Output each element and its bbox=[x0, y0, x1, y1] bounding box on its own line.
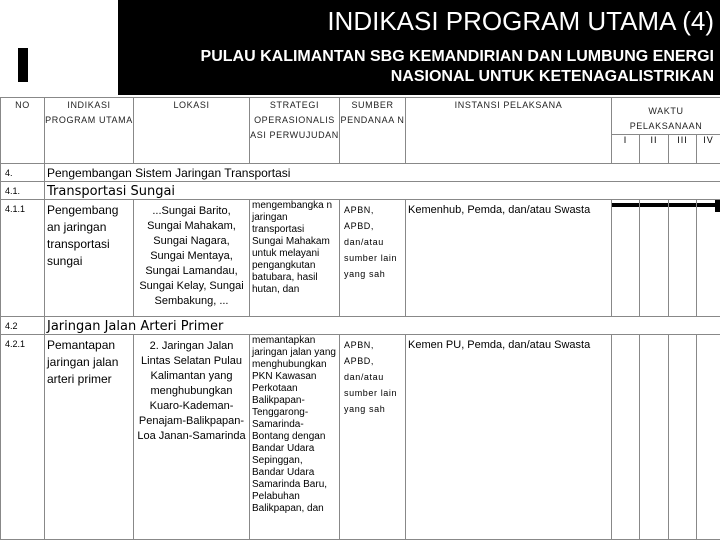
table-row bbox=[1, 182, 720, 200]
program-name: Pemantapan jaringan jalan arteri primer bbox=[45, 335, 134, 540]
page-subtitle bbox=[201, 47, 714, 87]
table-row bbox=[1, 317, 720, 335]
program-funding: APBN, APBD, dan/atau sumber lain yang sah bbox=[340, 335, 406, 540]
row-no: 4.2 bbox=[1, 317, 45, 335]
subtitle-line-1: PULAU KALIMANTAN SBG KEMANDIRIAN DAN LUMBUNG ENERGI bbox=[200, 48, 714, 65]
subtitle-line-2: NASIONAL UNTUK KETENAGALISTRIKAN bbox=[390, 68, 714, 85]
table-row bbox=[1, 200, 720, 317]
col-header-waktu-3: III bbox=[669, 135, 697, 164]
timeline-cell-3 bbox=[669, 335, 697, 540]
col-header-indikasi: INDIKASI PROGRAM UTAMA bbox=[45, 98, 134, 164]
timeline-cell-2 bbox=[640, 335, 669, 540]
program-funding: APBN, APBD, dan/atau sumber lain yang sah bbox=[340, 200, 406, 317]
page-title: INDIKASI PROGRAM UTAMA (4) bbox=[327, 6, 714, 36]
table-row bbox=[1, 164, 720, 182]
section-title: Jaringan Jalan Arteri Primer bbox=[45, 317, 720, 335]
program-agency: Kemenhub, Pemda, dan/atau Swasta bbox=[406, 200, 612, 317]
col-header-waktu: WAKTU PELAKSANAAN bbox=[612, 98, 720, 135]
section-title: Transportasi Sungai bbox=[45, 182, 720, 200]
col-header-lokasi: LOKASI bbox=[134, 98, 250, 164]
row-no: 4.2.1 bbox=[1, 335, 45, 540]
section-title: Pengembangan Sistem Jaringan Transportasi bbox=[45, 164, 720, 182]
header-band bbox=[118, 0, 720, 95]
timeline-bar bbox=[669, 203, 696, 207]
program-strategy: mengembangka n jaringan transportasi Sungai Mahakam untuk melayani pengangkutan batubara, hasil hutan, dan bbox=[250, 200, 340, 317]
col-header-waktu-4: IV bbox=[697, 135, 720, 164]
timeline-cell-1 bbox=[612, 335, 640, 540]
timeline-cell-4 bbox=[697, 200, 720, 317]
program-name: Pengembang an jaringan transportasi sungai bbox=[45, 200, 134, 317]
col-header-waktu-2: II bbox=[640, 135, 669, 164]
col-header-waktu-1: I bbox=[612, 135, 640, 164]
col-header-strategi: STRATEGI OPERASIONALIS ASI PERWUJUDAN bbox=[250, 98, 340, 164]
timeline-bar-end bbox=[715, 200, 720, 212]
program-table bbox=[0, 97, 720, 540]
decorative-bar bbox=[18, 48, 28, 82]
row-no: 4.1.1 bbox=[1, 200, 45, 317]
table-row bbox=[1, 335, 720, 540]
timeline-cell-4 bbox=[697, 335, 720, 540]
row-no: 4. bbox=[1, 164, 45, 182]
row-no: 4.1. bbox=[1, 182, 45, 200]
col-header-instansi: INSTANSI PELAKSANA bbox=[406, 98, 612, 164]
program-agency: Kemen PU, Pemda, dan/atau Swasta bbox=[406, 335, 612, 540]
program-strategy: memantapkan jaringan jalan yang menghubungkan PKN Kawasan Perkotaan Balikpapan-Tenggarong-Samarinda-Bontang dengan Bandar Udara Sepinggan, Bandar Udara Samarinda Baru, Pelabuhan Balikpapan, dan bbox=[250, 335, 340, 540]
timeline-cell-2 bbox=[640, 200, 669, 317]
program-location: ...Sungai Barito, Sungai Mahakam, Sungai Nagara, Sungai Mentaya, Sungai Lamandau, Sungai Kelay, Sungai Sembakung, ... bbox=[134, 200, 250, 317]
timeline-cell-1 bbox=[612, 200, 640, 317]
timeline-bar bbox=[612, 203, 639, 207]
col-header-no: NO bbox=[1, 98, 45, 164]
program-location: 2. Jaringan Jalan Lintas Selatan Pulau Kalimantan yang menghubungkan Kuaro-Kademan-Penajam-Balikpapan-Loa Janan-Samarinda bbox=[134, 335, 250, 540]
col-header-sumber: SUMBER PENDANAA N bbox=[340, 98, 406, 164]
timeline-bar bbox=[640, 203, 668, 207]
timeline-cell-3 bbox=[669, 200, 697, 317]
